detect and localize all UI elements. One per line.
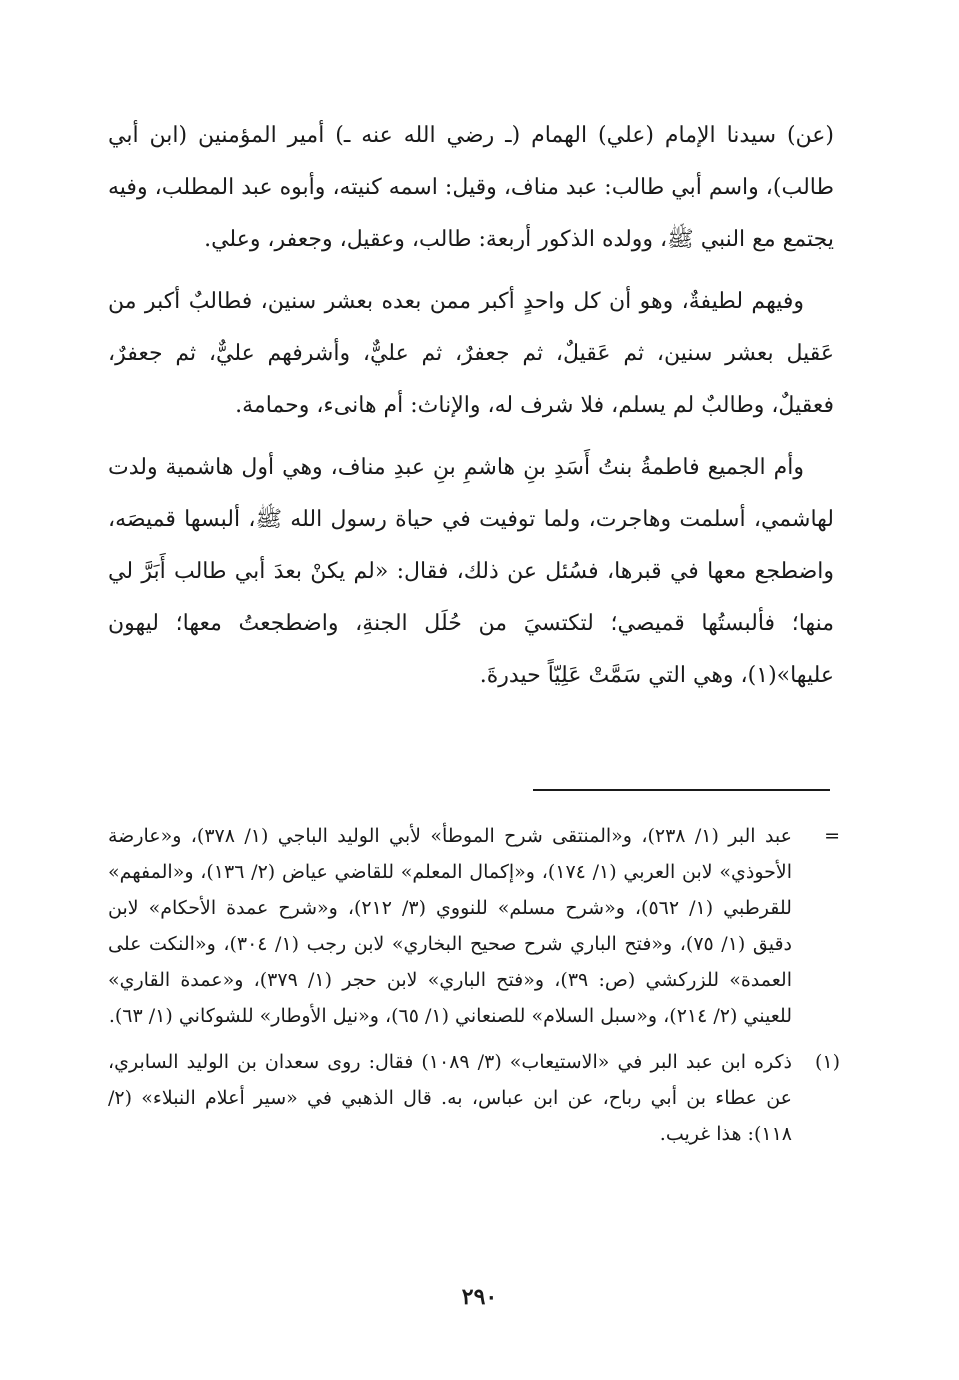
footnote-text: عبد البر (١/ ٢٣٨)، و«المنتقى شرح الموطأ» لأبي الوليد الباجي (١/ ٣٧٨)، و«عارضة الأحوذي» لابن العربي (١/ ١٧٤)، و«إكمال المعلم» للقاضي عياض (٢/ ١٣٦)، و«المفهم» للقرطبي (١/ ٥٦٢)، و«شرح مسلم» للنووي (٣/ ٢١٢)، و«شرح عمدة الأحكام» لابن دقيق (١/ ٧٥)، و«فتح الباري شرح صحيح البخاري» لابن رجب (١/ ٣٠٤)، و«النكت على العمدة» للزركشي (ص: ٣٩)، و«فتح الباري» لابن حجر (١/ ٣٧٩)، و«عمدة القاري» للعيني (٢/ ٢١٤)، و«سبل السلام» للصنعاني (١/ ٦٥)، و«نيل الأوطار» للشوكاني (١/ ٦٣).	[108, 825, 792, 1027]
footnote-separator	[533, 789, 830, 791]
paragraph-1: (عن) سيدنا الإمام (علي) الهمام (ـ رضي الله عنه ـ) أمير المؤمنين (ابن أبي طالب)، واسم أبي طالب: عبد مناف، وقيل: اسمه كنيته، وأبوه عبد المطلب، وفيه يجتمع مع النبي ﷺ، وولده الذكور أربعة: طالب، وعقيل، وجعفر، وعلي.	[108, 123, 834, 252]
footnote-1	[108, 1044, 840, 1152]
paragraph-2: وفيهم لطيفةٌ، وهو أن كل واحدٍ أكبر ممن بعده بعشر سنين، فطالبٌ أكبر من عَقيل بعشر سنين، ثم عَقيلٌ، ثم جعفرٌ، ثم عليٌّ، وأشرفهم عليٌّ، ثم جعفرٌ، فعقيلٌ، وطالبٌ لم يسلم، فلا شرف له، والإناث: أم هانىء، وحمامة.	[108, 289, 834, 418]
footnote-marker: (١)	[814, 1051, 840, 1073]
main-text	[108, 110, 834, 712]
footnote-marker: =	[824, 825, 840, 847]
paragraph-3: وأم الجميع فاطمةُ بنتُ أَسَدِ بنِ هاشمِ بنِ عبدِ مناف، وهي أول هاشمية ولدت لهاشمي، أسلمت وهاجرت، ولما توفيت في حياة رسول الله ﷺ، ألبسها قميصَه، واضطجع معها في قبرها، فسُئل عن ذلك، فقال: «لم يكنْ بعدَ أبي طالب أَبَرَّ لي منها؛ فألبستُها قميصي؛ لتكتسيَ من حُلَل الجنةِ، واضطجعتُ معها؛ ليهون عليها»(١)، وهي التي سَمَّتْ عَلِيّاً حيدرةَ.	[108, 455, 834, 688]
footnotes	[108, 818, 840, 1162]
page-number: ٢٩٠	[461, 1284, 498, 1310]
footnote-continued	[108, 818, 840, 1034]
footnote-text: ذكره ابن عبد البر في «الاستيعاب» (٣/ ١٠٨٩) فقال: روى سعدان بن الوليد السابري، عن عطاء بن أبي رباح، عن ابن عباس، به. قال الذهبي في «سير أعلام النبلاء» (٢/ ١١٨): هذا غريب.	[108, 1051, 792, 1145]
